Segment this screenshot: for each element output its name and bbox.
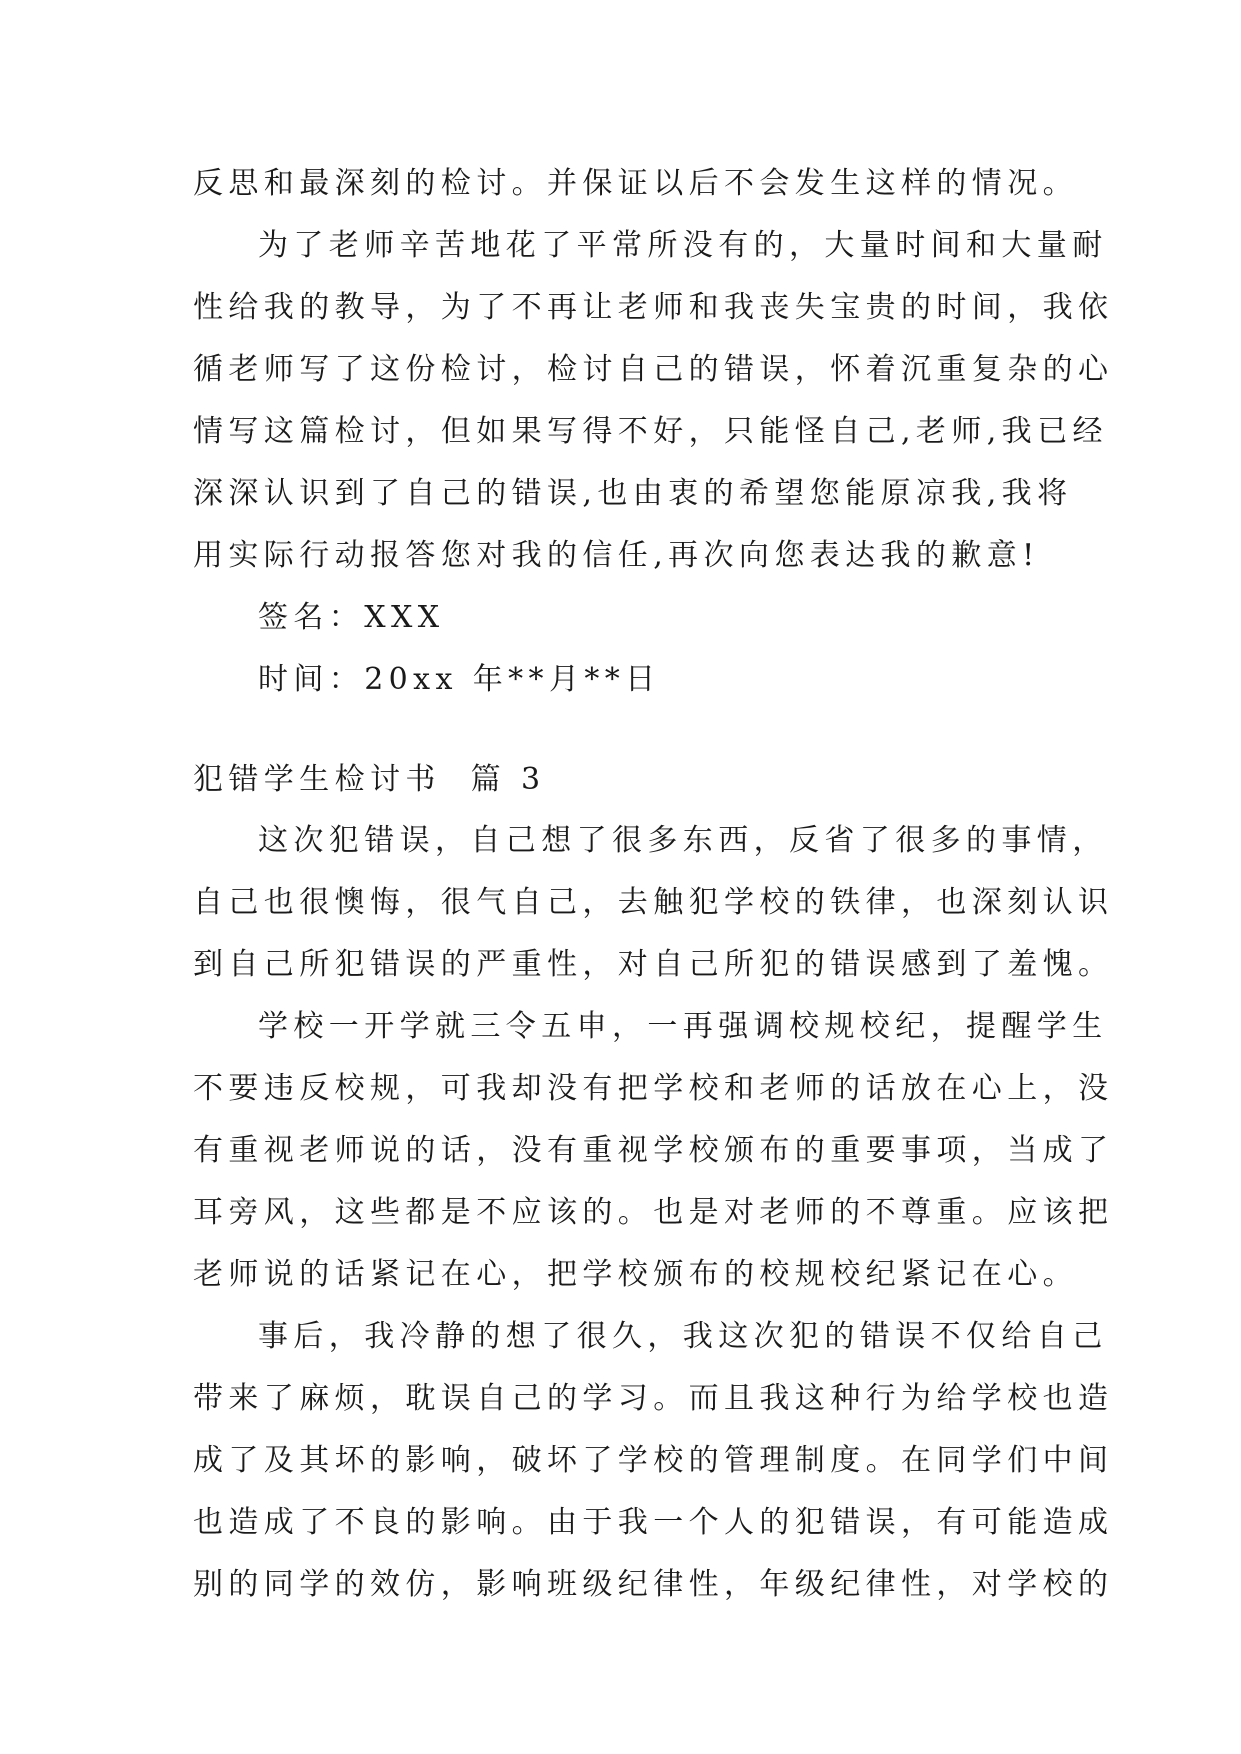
paragraph-line: 循老师写了这份检讨，检讨自己的错误，怀着沉重复杂的心: [193, 352, 1114, 387]
paragraph-line: 自己也很懊悔，很气自己，去触犯学校的铁律，也深刻认识: [193, 885, 1114, 920]
paragraph-line: 为了老师辛苦地花了平常所没有的，大量时间和大量耐: [258, 228, 1108, 263]
paragraph-line: 有重视老师说的话，没有重视学校颁布的重要事项，当成了: [193, 1133, 1114, 1168]
paragraph-line: 不要违反校规，可我却没有把学校和老师的话放在心上，没: [193, 1071, 1114, 1106]
signature-line: 签名：XXX: [258, 600, 445, 635]
paragraph-line: 深深认识到了自己的错误,也由衷的希望您能原凉我,我将: [193, 476, 1073, 511]
paragraph-line: 这次犯错误，自己想了很多东西，反省了很多的事情，: [258, 823, 1108, 858]
paragraph-line: 到自己所犯错误的严重性，对自己所犯的错误感到了羞愧。: [193, 947, 1114, 982]
paragraph-line: 也造成了不良的影响。由于我一个人的犯错误，有可能造成: [193, 1505, 1114, 1540]
date-line: 时间：20xx 年**月**日: [258, 662, 661, 697]
paragraph-line: 成了及其坏的影响，破坏了学校的管理制度。在同学们中间: [193, 1443, 1114, 1478]
paragraph-line: 别的同学的效仿，影响班级纪律性，年级纪律性，对学校的: [193, 1567, 1114, 1602]
paragraph-line: 用实际行动报答您对我的信任,再次向您表达我的歉意!: [193, 538, 1040, 573]
paragraph-line: 带来了麻烦，耽误自己的学习。而且我这种行为给学校也造: [193, 1381, 1114, 1416]
paragraph-line: 耳旁风，这些都是不应该的。也是对老师的不尊重。应该把: [193, 1195, 1114, 1230]
paragraph-line: 性给我的教导，为了不再让老师和我丧失宝贵的时间，我依: [193, 290, 1114, 325]
paragraph-line: 情写这篇检讨，但如果写得不好，只能怪自己,老师,我已经: [193, 414, 1108, 449]
section-heading: 犯错学生检讨书 篇 3: [193, 762, 546, 797]
paragraph-line: 反思和最深刻的检讨。并保证以后不会发生这样的情况。: [193, 166, 1078, 201]
paragraph-line: 学校一开学就三令五申，一再强调校规校纪，提醒学生: [258, 1009, 1108, 1044]
paragraph-line: 事后，我冷静的想了很久，我这次犯的错误不仅给自己: [258, 1319, 1108, 1354]
paragraph-line: 老师说的话紧记在心，把学校颁布的校规校纪紧记在心。: [193, 1257, 1078, 1292]
